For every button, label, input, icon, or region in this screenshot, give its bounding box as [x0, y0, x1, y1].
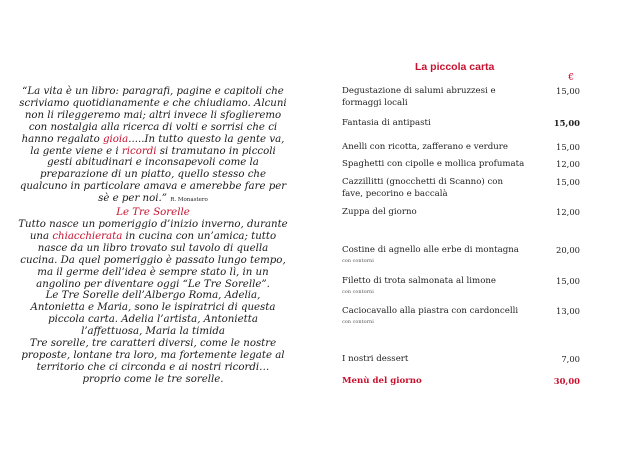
- menu-item: I nostri dessert 7,00: [342, 354, 580, 364]
- currency-symbol: €: [568, 73, 574, 83]
- menu-item: Caciocavallo alla piastra con cardoncelli con contorni 13,00: [342, 306, 580, 325]
- story-paragraph-3: Tre sorelle, tre caratteri diversi, come le nostre proposte, lontane tra loro, ma fortemente legate al territorio che ci circonda e ai nostri ricordi… proprio come le tre sorelle.: [21, 338, 285, 385]
- menu-item: Anelli con ricotta, zafferano e verdure 15,00: [342, 142, 580, 152]
- menu-item: Spaghetti con cipolle e mollica profumata 12,00: [342, 159, 580, 169]
- highlight-chiacchierata: chiacchierata: [52, 230, 123, 242]
- menu-title: La piccola carta: [415, 61, 495, 73]
- menu-item: Degustazione di salumi abruzzesi e formaggi locali 15,00: [342, 86, 580, 108]
- menu-item: Cazzillitti (gnocchetti di Scanno) con fave, pecorino e baccalà 15,00: [342, 177, 580, 199]
- section-heading: Le Tre Sorelle: [116, 207, 190, 219]
- menu-item: Fantasia di antipasti 15,00: [342, 118, 580, 128]
- quote-paragraph: “La vita è un libro: paragrafi, pagine e capitoli che scriviamo quotidianamente e che chiudiamo. Alcuni non li rileggeremo mai; altri invece li sfoglieremo con nostalgia alla ricerca di volti e sorrisi che ci hanno regalato gioia.....In tutto questo la gente va, la gente viene e i ricordi si tramutano in piccoli gesti abitudinari e inconsapevoli come la preparazione di un piatto, quello stesso che qualcuno in particolare amava e amerebbe fare per sè e per noi.” R. Monastero: [19, 86, 287, 205]
- menu-item: Costine di agnello alle erbe di montagna con contorni 20,00: [342, 245, 580, 264]
- story-paragraph-1: Tutto nasce un pomeriggio d’inizio inverno, durante una chiacchierata in cucina con un’amica; tutto nasce da un libro trovato sul tavolo di quella cucina. Da quel pomeriggio è passato lungo tempo, ma il germe dell’idea è sempre stato lì, in un angolino per diventare oggi “Le Tre Sorelle”.: [18, 218, 288, 290]
- highlight-gioia: gioia: [103, 133, 129, 145]
- intro-text: [18, 86, 288, 386]
- story-paragraph-2: Le Tre Sorelle dell’Albergo Roma, Adelia, Antonietta e Maria, sono le ispiratrici di questa piccola carta. Adelia l’artista, Antonietta l’affettuosa, Maria la timida: [30, 290, 276, 338]
- menu-panel: [340, 0, 580, 452]
- menu-item: Zuppa del giorno 12,00: [342, 207, 580, 217]
- quote-signature: R. Monastero: [170, 197, 208, 204]
- highlight-ricordi: ricordi: [121, 145, 157, 157]
- menu-item: Filetto di trota salmonata al limone con contorni 15,00: [342, 276, 580, 295]
- menu-item-daily: Menù del giorno 30,00: [342, 376, 580, 386]
